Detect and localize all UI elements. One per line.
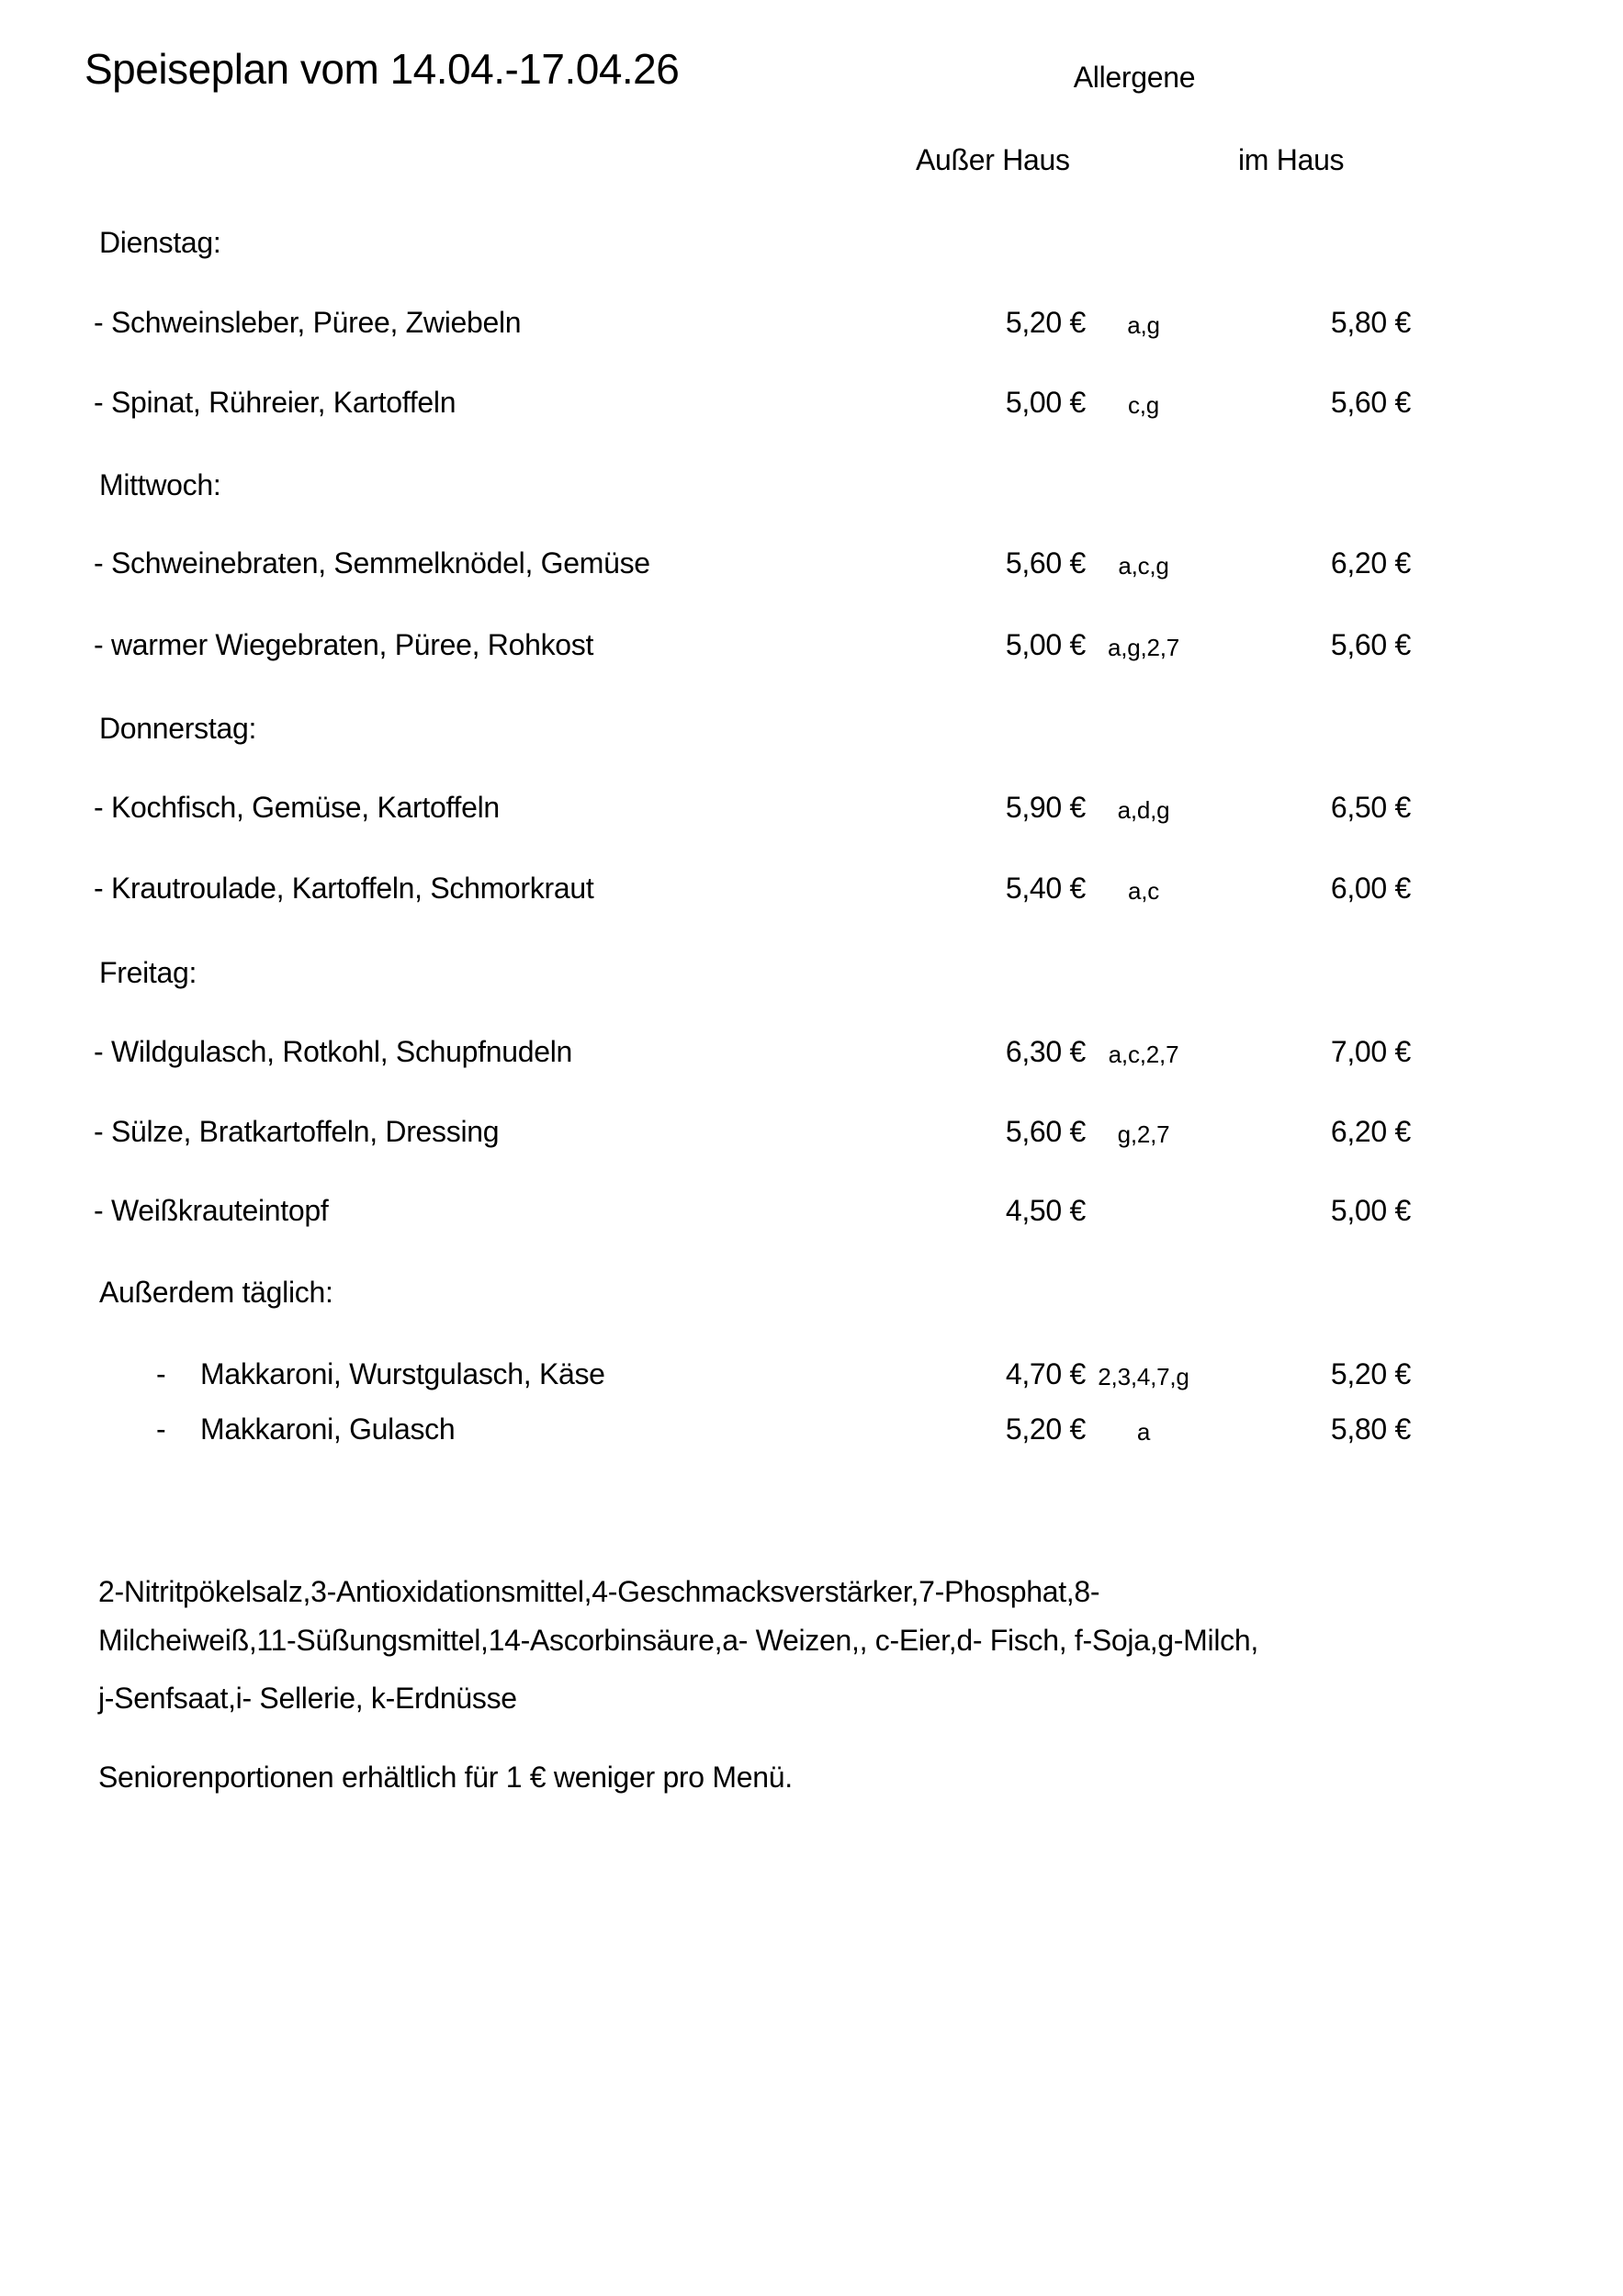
price-ausser-haus: 5,20 €	[1005, 306, 1086, 339]
price-im-haus: 6,00 €	[1330, 872, 1411, 905]
dish-name: - Weißkrauteintopf	[94, 1194, 329, 1227]
day-header-dienstag: Dienstag:	[99, 226, 221, 259]
day-header-ausserdem-taeglich: Außerdem täglich:	[99, 1276, 333, 1309]
dish-name: - Kochfisch, Gemüse, Kartoffeln	[94, 791, 500, 824]
price-im-haus: 6,50 €	[1330, 791, 1411, 824]
price-ausser-haus: 5,60 €	[1005, 546, 1086, 580]
page-title: Speiseplan vom 14.04.-17.04.26	[85, 45, 680, 93]
senior-portion-note: Seniorenportionen erhältlich für 1 € weniger pro Menü.	[98, 1761, 793, 1794]
allergen-legend-line-1: 2-Nitritpökelsalz,3-Antioxidationsmittel,4-Geschmacksverstärker,7-Phosphat,8-	[98, 1575, 1100, 1608]
allergen-codes: a,c,g	[1118, 552, 1169, 580]
allergen-codes: a,d,g	[1117, 796, 1170, 824]
dish-name: - Spinat, Rühreier, Kartoffeln	[94, 386, 456, 419]
dish-name: - Schweinsleber, Püree, Zwiebeln	[94, 306, 522, 339]
price-ausser-haus: 4,70 €	[1005, 1357, 1086, 1390]
dish-name: - warmer Wiegebraten, Püree, Rohkost	[94, 628, 594, 661]
price-ausser-haus: 6,30 €	[1005, 1035, 1086, 1068]
allergen-codes: a,g,2,7	[1107, 634, 1180, 661]
dish-name: Makkaroni, Wurstgulasch, Käse	[200, 1357, 605, 1390]
price-ausser-haus: 5,00 €	[1005, 628, 1086, 661]
allergen-codes	[1070, 1196, 1217, 1201]
price-ausser-haus: 5,00 €	[1005, 386, 1086, 419]
price-ausser-haus: 5,20 €	[1005, 1412, 1086, 1446]
allergen-codes: 2,3,4,7,g	[1098, 1363, 1189, 1390]
allergen-legend-line-3: j-Senfsaat,i- Sellerie, k-Erdnüsse	[98, 1682, 517, 1715]
allergen-codes: g,2,7	[1117, 1120, 1170, 1148]
column-header-im-haus: im Haus	[1238, 143, 1345, 176]
price-im-haus: 5,80 €	[1330, 1412, 1411, 1446]
price-im-haus: 7,00 €	[1330, 1035, 1411, 1068]
list-dash: -	[156, 1357, 166, 1390]
allergene-column-header: Allergene	[1073, 61, 1196, 94]
day-header-mittwoch: Mittwoch:	[99, 468, 221, 501]
day-header-freitag: Freitag:	[99, 956, 197, 989]
price-ausser-haus: 5,90 €	[1005, 791, 1086, 824]
price-im-haus: 5,60 €	[1330, 386, 1411, 419]
price-ausser-haus: 4,50 €	[1005, 1194, 1086, 1227]
price-im-haus: 5,00 €	[1330, 1194, 1411, 1227]
column-header-ausser-haus: Außer Haus	[916, 143, 1070, 176]
allergen-codes: a,c	[1127, 877, 1160, 905]
allergen-codes: a,g	[1127, 311, 1160, 339]
allergen-codes: a,c,2,7	[1108, 1041, 1179, 1068]
price-ausser-haus: 5,60 €	[1005, 1115, 1086, 1148]
allergen-codes: c,g	[1127, 391, 1160, 419]
allergen-codes: a	[1136, 1418, 1151, 1446]
dish-name: Makkaroni, Gulasch	[200, 1412, 456, 1446]
dish-name: - Schweinebraten, Semmelknödel, Gemüse	[94, 546, 650, 580]
day-header-donnerstag: Donnerstag:	[99, 712, 257, 745]
price-ausser-haus: 5,40 €	[1005, 872, 1086, 905]
dish-name: - Wildgulasch, Rotkohl, Schupfnudeln	[94, 1035, 573, 1068]
price-im-haus: 6,20 €	[1330, 1115, 1411, 1148]
price-im-haus: 5,80 €	[1330, 306, 1411, 339]
allergen-legend-line-2: Milcheiweiß,11-Süßungsmittel,14-Ascorbinsäure,a- Weizen,, c-Eier,d- Fisch, f-Soja,g-Milch,	[98, 1624, 1258, 1657]
dish-name: - Krautroulade, Kartoffeln, Schmorkraut	[94, 872, 594, 905]
price-im-haus: 5,20 €	[1330, 1357, 1411, 1390]
dish-name: - Sülze, Bratkartoffeln, Dressing	[94, 1115, 500, 1148]
price-im-haus: 5,60 €	[1330, 628, 1411, 661]
price-im-haus: 6,20 €	[1330, 546, 1411, 580]
list-dash: -	[156, 1412, 166, 1446]
